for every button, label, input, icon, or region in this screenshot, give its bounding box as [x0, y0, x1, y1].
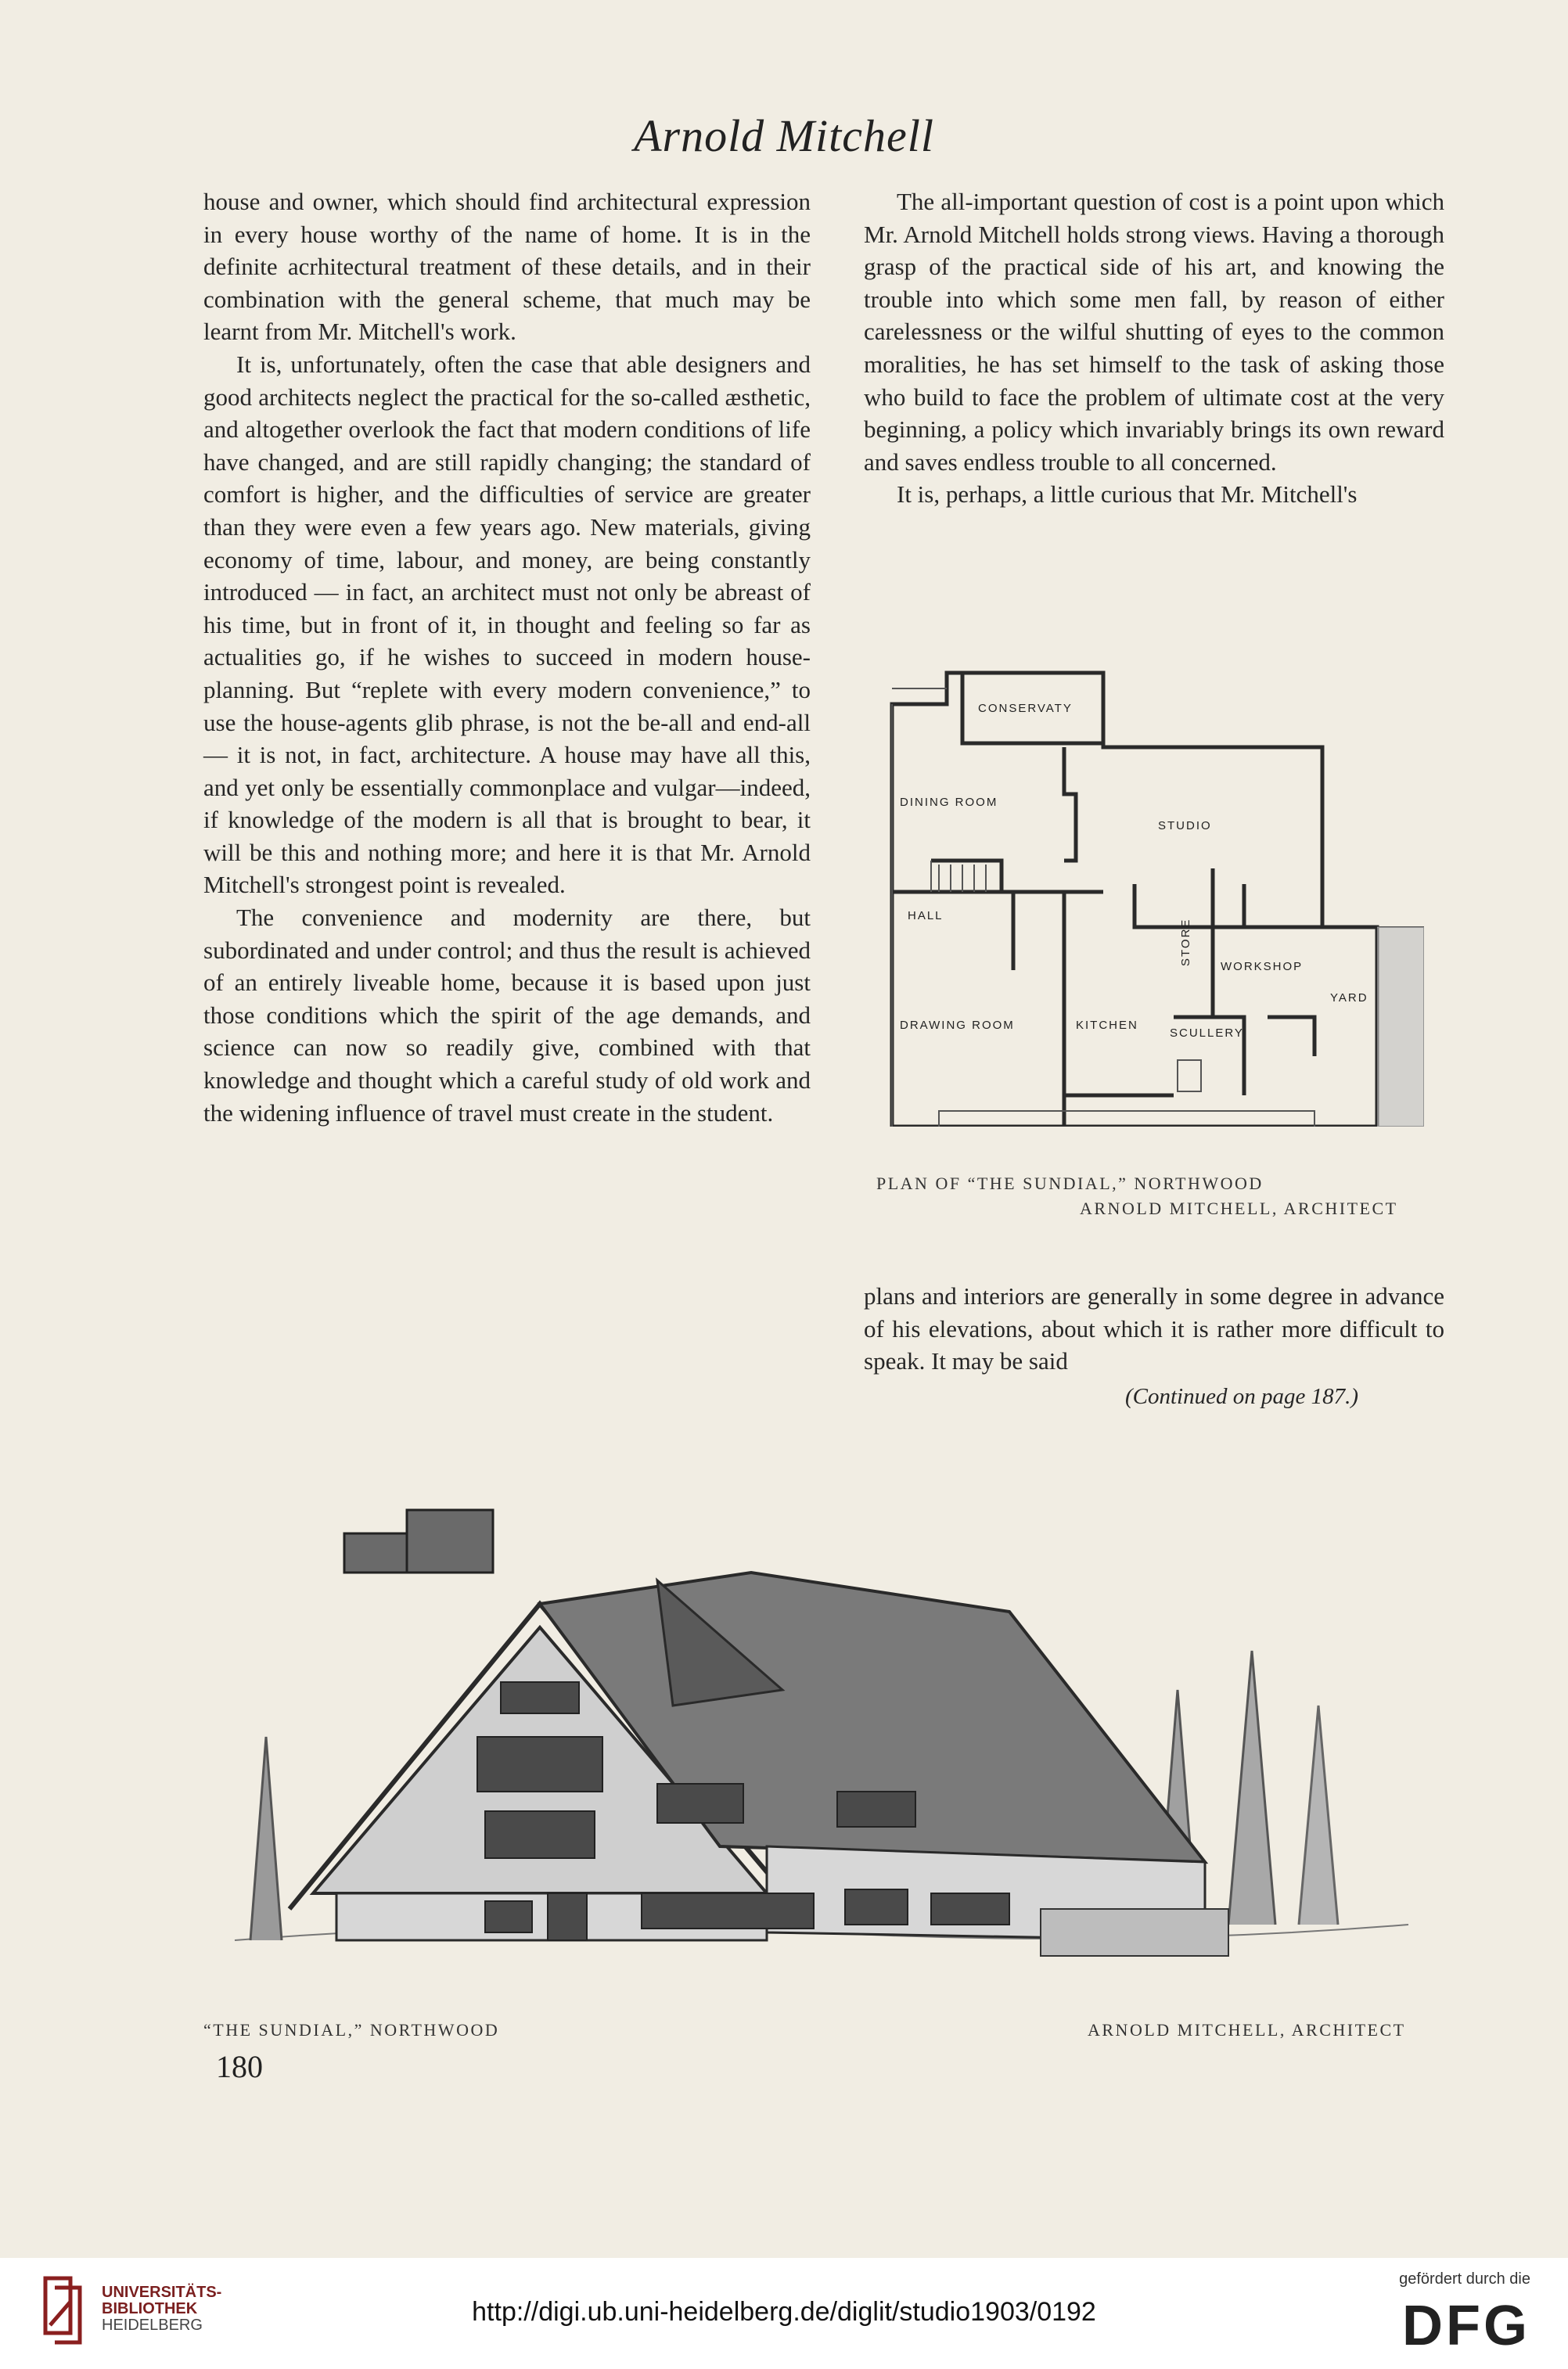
- library-name-line: HEIDELBERG: [102, 2317, 203, 2334]
- paragraph: It is, unfortunately, often the case that able designers and good architects neglect the practical for the so-called æsthetic, and altogether overlook the fact that modern conditions of life have changed, and are still rapidly changing; the standard of comfort is higher, and the difficulties of service are greater than they were even a few years ago. New materials, giving economy of time, labour, and money, are being constantly introduced — in fact, an architect must not only be abreast of his time, but in front of it, in thought and feeling so far as actualities go, if he wishes to succeed in modern house-planning. But “replete with every modern convenience,” to use the house-agents glib phrase, is not the be-all and end-all— it is not, in fact, architecture. A house may have all this, and yet only be essentially commonplace and vulgar—indeed, if knowledge of the modern is all that is brought to bear, it will be this and nothing more; and here it is that Mr. Arnold Mitchell's strongest point is revealed.: [203, 350, 811, 899]
- floor-plan-illustration: [876, 657, 1424, 1127]
- house-caption: “THE SUNDIAL,” NORTHWOOD: [203, 2020, 500, 2040]
- library-name-line: BIBLIOTHEK: [102, 2300, 198, 2317]
- right-column-top: [864, 185, 1444, 511]
- room-label-studio: STUDIO: [1158, 819, 1212, 832]
- room-label-conservatory: CONSERVATY: [978, 702, 1073, 715]
- dfg-logo: DFG: [1402, 2295, 1530, 2357]
- paragraph: plans and interiors are generally in some degree in advance of his elevations, about which it is rather more difficult to speak. It may be said: [864, 1282, 1444, 1375]
- room-label-dining: DINING ROOM: [900, 796, 998, 809]
- room-label-kitchen: KITCHEN: [1076, 1019, 1138, 1032]
- room-label-yard: YARD: [1330, 991, 1368, 1005]
- library-name-line: UNIVERSITÄTS-: [102, 2284, 222, 2301]
- right-column-bottom: [864, 1280, 1444, 1413]
- house-illustration: [219, 1455, 1424, 2003]
- paragraph: It is, perhaps, a little curious that Mr. Mitchell's: [897, 480, 1358, 509]
- continued-note: (Continued on page 187.): [1124, 1383, 1358, 1409]
- paragraph: The all-important question of cost is a point upon which Mr. Arnold Mitchell holds strong views. Having a thorough grasp of the practical side of his art, and knowing the trouble into which some men fall, by reason of either carelessness or the wilful shutting of eyes to the common moralities, he has set himself to the task of asking those who build to face the problem of ultimate cost at the very beginning, a policy which invariably brings its own reward and saves endless trouble to all concerned.: [864, 188, 1444, 476]
- page-number: 180: [216, 2049, 263, 2084]
- room-label-workshop: WORKSHOP: [1221, 960, 1304, 973]
- room-label-hall: HALL: [908, 909, 944, 922]
- plan-caption-architect: ARNOLD MITCHELL, ARCHITECT: [1080, 1199, 1398, 1218]
- room-label-store: STORE: [1179, 918, 1192, 966]
- funded-by-label: gefördert durch die: [1399, 2270, 1530, 2288]
- room-label-drawing: DRAWING ROOM: [900, 1019, 1015, 1032]
- paragraph: house and owner, which should find architectural expression in every house worthy of the name of home. It is in the definite acrhitectural treatment of these details, and in their combination with the general scheme, that much may be learnt from Mr. Mitchell's work.: [203, 188, 811, 346]
- running-header: Arnold Mitchell: [634, 110, 934, 161]
- left-column: [203, 185, 811, 1129]
- room-label-scullery: SCULLERY: [1170, 1026, 1244, 1040]
- plan-caption: PLAN OF “THE SUNDIAL,” NORTHWOOD: [876, 1174, 1264, 1193]
- house-caption-architect: ARNOLD MITCHELL, ARCHITECT: [1088, 2020, 1406, 2040]
- source-url-link[interactable]: http://digi.ub.uni-heidelberg.de/diglit/studio1903/0192: [472, 2297, 1096, 2327]
- paragraph: The convenience and modernity are there, but subordinated and under control; and thus the result is achieved of an entirely liveable home, because it is based upon just those conditions which the spirit of the age demands, and science can now so readily give, combined with that knowledge and thought which a careful study of old work and the widening influence of travel must create in the student.: [203, 904, 811, 1127]
